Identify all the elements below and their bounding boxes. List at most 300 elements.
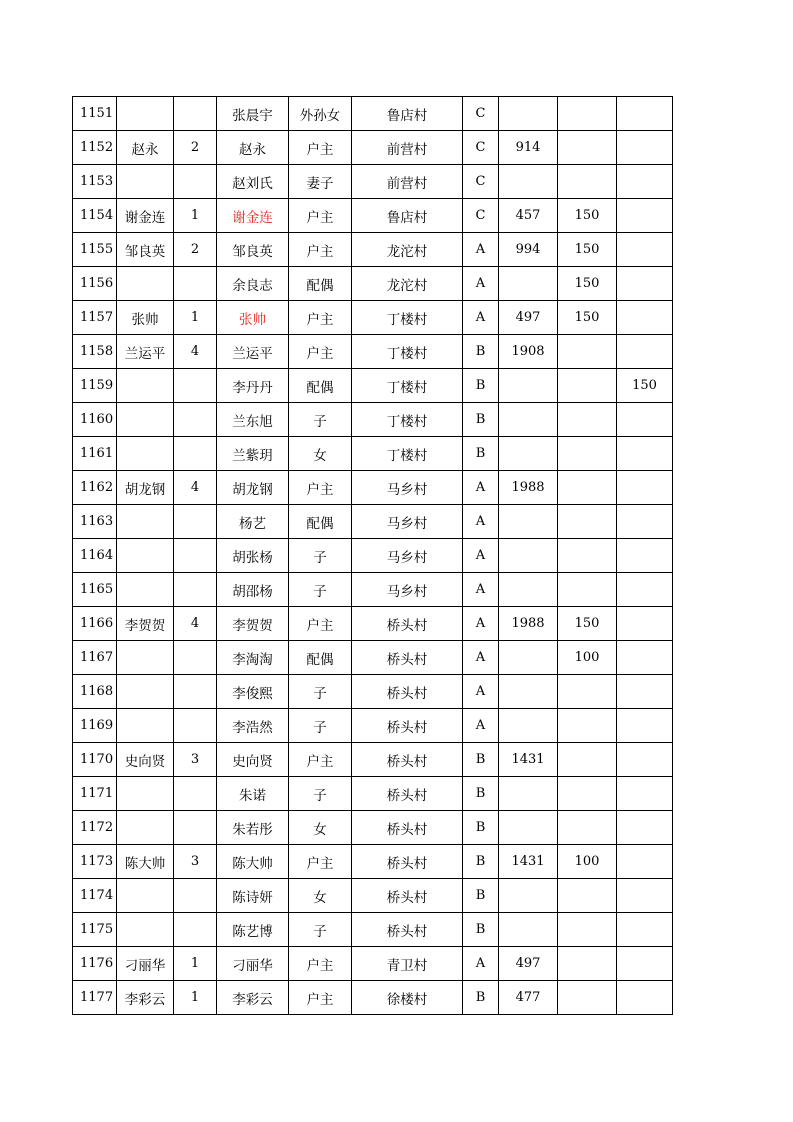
household-size-cell: 2 bbox=[174, 233, 217, 267]
grade-cell: B bbox=[463, 845, 499, 879]
amount-1-cell bbox=[499, 165, 558, 199]
amount-3-cell bbox=[617, 811, 673, 845]
grade-cell: A bbox=[463, 267, 499, 301]
village-cell: 丁楼村 bbox=[352, 437, 463, 471]
amount-2-cell bbox=[558, 709, 617, 743]
amount-2-cell bbox=[558, 573, 617, 607]
table-row bbox=[73, 165, 673, 199]
table-row bbox=[73, 879, 673, 913]
village-cell: 马乡村 bbox=[352, 471, 463, 505]
amount-1-cell: 1431 bbox=[499, 845, 558, 879]
amount-2-cell bbox=[558, 947, 617, 981]
household-size-cell: 4 bbox=[174, 607, 217, 641]
member-name-cell: 邹良英 bbox=[217, 233, 289, 267]
member-name-cell: 史向贤 bbox=[217, 743, 289, 777]
amount-1-cell: 1908 bbox=[499, 335, 558, 369]
amount-3-cell: 150 bbox=[617, 369, 673, 403]
amount-2-cell bbox=[558, 131, 617, 165]
village-cell: 马乡村 bbox=[352, 573, 463, 607]
amount-3-cell bbox=[617, 437, 673, 471]
table-row bbox=[73, 233, 673, 267]
village-cell: 丁楼村 bbox=[352, 369, 463, 403]
amount-1-cell: 914 bbox=[499, 131, 558, 165]
household-head-cell: 史向贤 bbox=[117, 743, 174, 777]
household-head-cell bbox=[117, 437, 174, 471]
row-number-cell: 1163 bbox=[73, 505, 117, 539]
relation-cell: 配偶 bbox=[289, 641, 352, 675]
village-cell: 丁楼村 bbox=[352, 403, 463, 437]
table-row bbox=[73, 471, 673, 505]
amount-2-cell: 100 bbox=[558, 641, 617, 675]
village-cell: 桥头村 bbox=[352, 641, 463, 675]
household-size-cell bbox=[174, 539, 217, 573]
grade-cell: C bbox=[463, 131, 499, 165]
amount-3-cell bbox=[617, 233, 673, 267]
grade-cell: A bbox=[463, 301, 499, 335]
village-cell: 鲁店村 bbox=[352, 199, 463, 233]
table-row bbox=[73, 131, 673, 165]
household-head-cell bbox=[117, 777, 174, 811]
row-number-cell: 1176 bbox=[73, 947, 117, 981]
member-name-cell: 余良志 bbox=[217, 267, 289, 301]
household-head-cell: 刁丽华 bbox=[117, 947, 174, 981]
relation-cell: 子 bbox=[289, 403, 352, 437]
household-head-cell bbox=[117, 811, 174, 845]
row-number-cell: 1171 bbox=[73, 777, 117, 811]
table-body bbox=[73, 97, 673, 1015]
member-name-cell: 兰东旭 bbox=[217, 403, 289, 437]
grade-cell: B bbox=[463, 403, 499, 437]
amount-1-cell bbox=[499, 709, 558, 743]
household-head-cell bbox=[117, 879, 174, 913]
member-name-cell: 李彩云 bbox=[217, 981, 289, 1015]
grade-cell: B bbox=[463, 777, 499, 811]
row-number-cell: 1160 bbox=[73, 403, 117, 437]
village-cell: 丁楼村 bbox=[352, 335, 463, 369]
household-size-cell bbox=[174, 777, 217, 811]
household-size-cell: 2 bbox=[174, 131, 217, 165]
household-size-cell bbox=[174, 369, 217, 403]
amount-3-cell bbox=[617, 267, 673, 301]
amount-2-cell bbox=[558, 811, 617, 845]
village-cell: 桥头村 bbox=[352, 777, 463, 811]
household-head-cell: 陈大帅 bbox=[117, 845, 174, 879]
amount-2-cell bbox=[558, 505, 617, 539]
amount-3-cell bbox=[617, 131, 673, 165]
row-number-cell: 1157 bbox=[73, 301, 117, 335]
grade-cell: A bbox=[463, 233, 499, 267]
household-size-cell: 1 bbox=[174, 199, 217, 233]
amount-3-cell bbox=[617, 947, 673, 981]
household-size-cell: 3 bbox=[174, 845, 217, 879]
village-cell: 桥头村 bbox=[352, 743, 463, 777]
relation-cell: 户主 bbox=[289, 301, 352, 335]
amount-1-cell bbox=[499, 641, 558, 675]
row-number-cell: 1151 bbox=[73, 97, 117, 131]
village-cell: 马乡村 bbox=[352, 505, 463, 539]
relation-cell: 户主 bbox=[289, 199, 352, 233]
row-number-cell: 1152 bbox=[73, 131, 117, 165]
table-row bbox=[73, 811, 673, 845]
household-size-cell bbox=[174, 403, 217, 437]
village-cell: 鲁店村 bbox=[352, 97, 463, 131]
table-row bbox=[73, 981, 673, 1015]
row-number-cell: 1172 bbox=[73, 811, 117, 845]
household-head-cell bbox=[117, 267, 174, 301]
amount-2-cell: 100 bbox=[558, 845, 617, 879]
village-cell: 丁楼村 bbox=[352, 301, 463, 335]
member-name-cell: 赵永 bbox=[217, 131, 289, 165]
household-size-cell bbox=[174, 879, 217, 913]
amount-2-cell bbox=[558, 437, 617, 471]
household-size-cell bbox=[174, 709, 217, 743]
row-number-cell: 1169 bbox=[73, 709, 117, 743]
household-size-cell bbox=[174, 437, 217, 471]
table-row bbox=[73, 913, 673, 947]
village-cell: 桥头村 bbox=[352, 845, 463, 879]
village-cell: 桥头村 bbox=[352, 913, 463, 947]
grade-cell: A bbox=[463, 675, 499, 709]
grade-cell: B bbox=[463, 811, 499, 845]
amount-3-cell bbox=[617, 505, 673, 539]
amount-1-cell: 1988 bbox=[499, 607, 558, 641]
table-row bbox=[73, 777, 673, 811]
amount-3-cell bbox=[617, 777, 673, 811]
amount-2-cell bbox=[558, 369, 617, 403]
member-name-cell: 朱若彤 bbox=[217, 811, 289, 845]
relation-cell: 配偶 bbox=[289, 369, 352, 403]
relation-cell: 女 bbox=[289, 437, 352, 471]
amount-1-cell bbox=[499, 403, 558, 437]
table-row bbox=[73, 845, 673, 879]
relation-cell: 女 bbox=[289, 811, 352, 845]
relation-cell: 户主 bbox=[289, 233, 352, 267]
amount-2-cell: 150 bbox=[558, 267, 617, 301]
amount-3-cell bbox=[617, 403, 673, 437]
member-name-cell: 朱诺 bbox=[217, 777, 289, 811]
amount-3-cell bbox=[617, 743, 673, 777]
relation-cell: 户主 bbox=[289, 131, 352, 165]
member-name-cell: 赵刘氏 bbox=[217, 165, 289, 199]
household-size-cell bbox=[174, 573, 217, 607]
grade-cell: B bbox=[463, 879, 499, 913]
table-row bbox=[73, 505, 673, 539]
amount-2-cell bbox=[558, 981, 617, 1015]
amount-2-cell bbox=[558, 743, 617, 777]
household-size-cell bbox=[174, 811, 217, 845]
village-cell: 桥头村 bbox=[352, 675, 463, 709]
village-cell: 前营村 bbox=[352, 165, 463, 199]
member-name-cell: 张帅 bbox=[217, 301, 289, 335]
member-name-cell: 李贺贺 bbox=[217, 607, 289, 641]
relation-cell: 女 bbox=[289, 879, 352, 913]
household-head-cell bbox=[117, 403, 174, 437]
household-head-cell bbox=[117, 573, 174, 607]
row-number-cell: 1173 bbox=[73, 845, 117, 879]
household-head-cell: 李彩云 bbox=[117, 981, 174, 1015]
grade-cell: A bbox=[463, 607, 499, 641]
household-size-cell bbox=[174, 641, 217, 675]
table-row bbox=[73, 403, 673, 437]
household-head-cell bbox=[117, 709, 174, 743]
amount-1-cell: 497 bbox=[499, 301, 558, 335]
village-cell: 徐楼村 bbox=[352, 981, 463, 1015]
amount-1-cell: 1988 bbox=[499, 471, 558, 505]
household-size-cell bbox=[174, 267, 217, 301]
amount-1-cell bbox=[499, 539, 558, 573]
household-size-cell: 4 bbox=[174, 471, 217, 505]
household-size-cell: 1 bbox=[174, 947, 217, 981]
village-cell: 桥头村 bbox=[352, 607, 463, 641]
relation-cell: 子 bbox=[289, 709, 352, 743]
amount-3-cell bbox=[617, 301, 673, 335]
household-head-cell bbox=[117, 539, 174, 573]
grade-cell: C bbox=[463, 165, 499, 199]
member-name-cell: 陈大帅 bbox=[217, 845, 289, 879]
household-head-cell bbox=[117, 913, 174, 947]
amount-3-cell bbox=[617, 335, 673, 369]
member-name-cell: 李俊熙 bbox=[217, 675, 289, 709]
amount-1-cell bbox=[499, 573, 558, 607]
household-head-cell bbox=[117, 641, 174, 675]
amount-3-cell bbox=[617, 573, 673, 607]
amount-2-cell: 150 bbox=[558, 607, 617, 641]
amount-3-cell bbox=[617, 471, 673, 505]
grade-cell: A bbox=[463, 573, 499, 607]
relation-cell: 子 bbox=[289, 777, 352, 811]
amount-2-cell bbox=[558, 777, 617, 811]
relation-cell: 子 bbox=[289, 913, 352, 947]
household-size-cell bbox=[174, 97, 217, 131]
relation-cell: 子 bbox=[289, 675, 352, 709]
member-name-cell: 刁丽华 bbox=[217, 947, 289, 981]
grade-cell: B bbox=[463, 369, 499, 403]
amount-1-cell bbox=[499, 505, 558, 539]
amount-3-cell bbox=[617, 539, 673, 573]
member-name-cell: 杨艺 bbox=[217, 505, 289, 539]
member-name-cell: 胡张杨 bbox=[217, 539, 289, 573]
row-number-cell: 1154 bbox=[73, 199, 117, 233]
member-name-cell: 张晨宇 bbox=[217, 97, 289, 131]
amount-3-cell bbox=[617, 981, 673, 1015]
amount-1-cell bbox=[499, 777, 558, 811]
table-row bbox=[73, 301, 673, 335]
grade-cell: C bbox=[463, 199, 499, 233]
village-cell: 前营村 bbox=[352, 131, 463, 165]
village-cell: 桥头村 bbox=[352, 709, 463, 743]
amount-2-cell bbox=[558, 97, 617, 131]
household-head-cell: 张帅 bbox=[117, 301, 174, 335]
table-row bbox=[73, 743, 673, 777]
table-row bbox=[73, 97, 673, 131]
household-table bbox=[72, 96, 673, 1015]
row-number-cell: 1168 bbox=[73, 675, 117, 709]
household-head-cell bbox=[117, 369, 174, 403]
row-number-cell: 1166 bbox=[73, 607, 117, 641]
household-table-container bbox=[72, 96, 673, 1015]
member-name-cell: 李丹丹 bbox=[217, 369, 289, 403]
table-row bbox=[73, 641, 673, 675]
row-number-cell: 1167 bbox=[73, 641, 117, 675]
member-name-cell: 胡邵杨 bbox=[217, 573, 289, 607]
grade-cell: A bbox=[463, 641, 499, 675]
household-head-cell: 赵永 bbox=[117, 131, 174, 165]
household-size-cell bbox=[174, 505, 217, 539]
amount-3-cell bbox=[617, 913, 673, 947]
amount-1-cell: 497 bbox=[499, 947, 558, 981]
amount-3-cell bbox=[617, 675, 673, 709]
row-number-cell: 1161 bbox=[73, 437, 117, 471]
household-size-cell: 1 bbox=[174, 301, 217, 335]
row-number-cell: 1156 bbox=[73, 267, 117, 301]
row-number-cell: 1164 bbox=[73, 539, 117, 573]
household-size-cell: 3 bbox=[174, 743, 217, 777]
amount-3-cell bbox=[617, 879, 673, 913]
household-head-cell bbox=[117, 97, 174, 131]
amount-1-cell: 477 bbox=[499, 981, 558, 1015]
table-row bbox=[73, 267, 673, 301]
relation-cell: 户主 bbox=[289, 981, 352, 1015]
amount-3-cell bbox=[617, 641, 673, 675]
village-cell: 青卫村 bbox=[352, 947, 463, 981]
row-number-cell: 1153 bbox=[73, 165, 117, 199]
member-name-cell: 兰运平 bbox=[217, 335, 289, 369]
household-head-cell bbox=[117, 165, 174, 199]
amount-3-cell bbox=[617, 845, 673, 879]
amount-1-cell bbox=[499, 913, 558, 947]
household-head-cell: 谢金连 bbox=[117, 199, 174, 233]
amount-1-cell bbox=[499, 369, 558, 403]
amount-3-cell bbox=[617, 607, 673, 641]
amount-2-cell bbox=[558, 879, 617, 913]
amount-2-cell bbox=[558, 913, 617, 947]
table-row bbox=[73, 437, 673, 471]
member-name-cell: 陈艺博 bbox=[217, 913, 289, 947]
household-size-cell bbox=[174, 913, 217, 947]
relation-cell: 外孙女 bbox=[289, 97, 352, 131]
row-number-cell: 1174 bbox=[73, 879, 117, 913]
village-cell: 龙沱村 bbox=[352, 233, 463, 267]
amount-2-cell bbox=[558, 539, 617, 573]
amount-1-cell: 994 bbox=[499, 233, 558, 267]
table-row bbox=[73, 369, 673, 403]
grade-cell: B bbox=[463, 437, 499, 471]
grade-cell: A bbox=[463, 539, 499, 573]
amount-2-cell bbox=[558, 165, 617, 199]
grade-cell: A bbox=[463, 709, 499, 743]
row-number-cell: 1170 bbox=[73, 743, 117, 777]
household-size-cell: 1 bbox=[174, 981, 217, 1015]
relation-cell: 子 bbox=[289, 539, 352, 573]
amount-2-cell: 150 bbox=[558, 301, 617, 335]
amount-1-cell bbox=[499, 267, 558, 301]
relation-cell: 户主 bbox=[289, 335, 352, 369]
village-cell: 龙沱村 bbox=[352, 267, 463, 301]
relation-cell: 户主 bbox=[289, 607, 352, 641]
relation-cell: 户主 bbox=[289, 947, 352, 981]
member-name-cell: 李淘淘 bbox=[217, 641, 289, 675]
amount-2-cell bbox=[558, 675, 617, 709]
member-name-cell: 胡龙钢 bbox=[217, 471, 289, 505]
amount-3-cell bbox=[617, 709, 673, 743]
amount-1-cell bbox=[499, 811, 558, 845]
table-row bbox=[73, 709, 673, 743]
amount-2-cell bbox=[558, 335, 617, 369]
relation-cell: 配偶 bbox=[289, 505, 352, 539]
household-size-cell bbox=[174, 675, 217, 709]
row-number-cell: 1158 bbox=[73, 335, 117, 369]
grade-cell: A bbox=[463, 471, 499, 505]
row-number-cell: 1165 bbox=[73, 573, 117, 607]
amount-1-cell bbox=[499, 879, 558, 913]
relation-cell: 配偶 bbox=[289, 267, 352, 301]
amount-1-cell: 1431 bbox=[499, 743, 558, 777]
relation-cell: 户主 bbox=[289, 845, 352, 879]
grade-cell: B bbox=[463, 335, 499, 369]
amount-1-cell bbox=[499, 97, 558, 131]
amount-3-cell bbox=[617, 97, 673, 131]
grade-cell: A bbox=[463, 947, 499, 981]
amount-1-cell bbox=[499, 675, 558, 709]
grade-cell: A bbox=[463, 505, 499, 539]
table-row bbox=[73, 947, 673, 981]
amount-2-cell bbox=[558, 471, 617, 505]
amount-3-cell bbox=[617, 165, 673, 199]
row-number-cell: 1155 bbox=[73, 233, 117, 267]
village-cell: 桥头村 bbox=[352, 879, 463, 913]
household-head-cell: 胡龙钢 bbox=[117, 471, 174, 505]
household-head-cell bbox=[117, 675, 174, 709]
member-name-cell: 兰紫玥 bbox=[217, 437, 289, 471]
amount-2-cell: 150 bbox=[558, 233, 617, 267]
table-row bbox=[73, 335, 673, 369]
amount-2-cell: 150 bbox=[558, 199, 617, 233]
amount-3-cell bbox=[617, 199, 673, 233]
grade-cell: B bbox=[463, 743, 499, 777]
village-cell: 桥头村 bbox=[352, 811, 463, 845]
relation-cell: 户主 bbox=[289, 471, 352, 505]
relation-cell: 户主 bbox=[289, 743, 352, 777]
row-number-cell: 1159 bbox=[73, 369, 117, 403]
table-row bbox=[73, 607, 673, 641]
household-head-cell: 李贺贺 bbox=[117, 607, 174, 641]
household-head-cell bbox=[117, 505, 174, 539]
household-size-cell: 4 bbox=[174, 335, 217, 369]
amount-1-cell bbox=[499, 437, 558, 471]
household-size-cell bbox=[174, 165, 217, 199]
amount-2-cell bbox=[558, 403, 617, 437]
household-head-cell: 邹良英 bbox=[117, 233, 174, 267]
grade-cell: B bbox=[463, 981, 499, 1015]
member-name-cell: 李浩然 bbox=[217, 709, 289, 743]
village-cell: 马乡村 bbox=[352, 539, 463, 573]
table-row bbox=[73, 573, 673, 607]
member-name-cell: 谢金连 bbox=[217, 199, 289, 233]
relation-cell: 妻子 bbox=[289, 165, 352, 199]
member-name-cell: 陈诗妍 bbox=[217, 879, 289, 913]
household-head-cell: 兰运平 bbox=[117, 335, 174, 369]
grade-cell: B bbox=[463, 913, 499, 947]
table-row bbox=[73, 199, 673, 233]
table-row bbox=[73, 539, 673, 573]
table-row bbox=[73, 675, 673, 709]
row-number-cell: 1175 bbox=[73, 913, 117, 947]
grade-cell: C bbox=[463, 97, 499, 131]
amount-1-cell: 457 bbox=[499, 199, 558, 233]
row-number-cell: 1162 bbox=[73, 471, 117, 505]
relation-cell: 子 bbox=[289, 573, 352, 607]
row-number-cell: 1177 bbox=[73, 981, 117, 1015]
